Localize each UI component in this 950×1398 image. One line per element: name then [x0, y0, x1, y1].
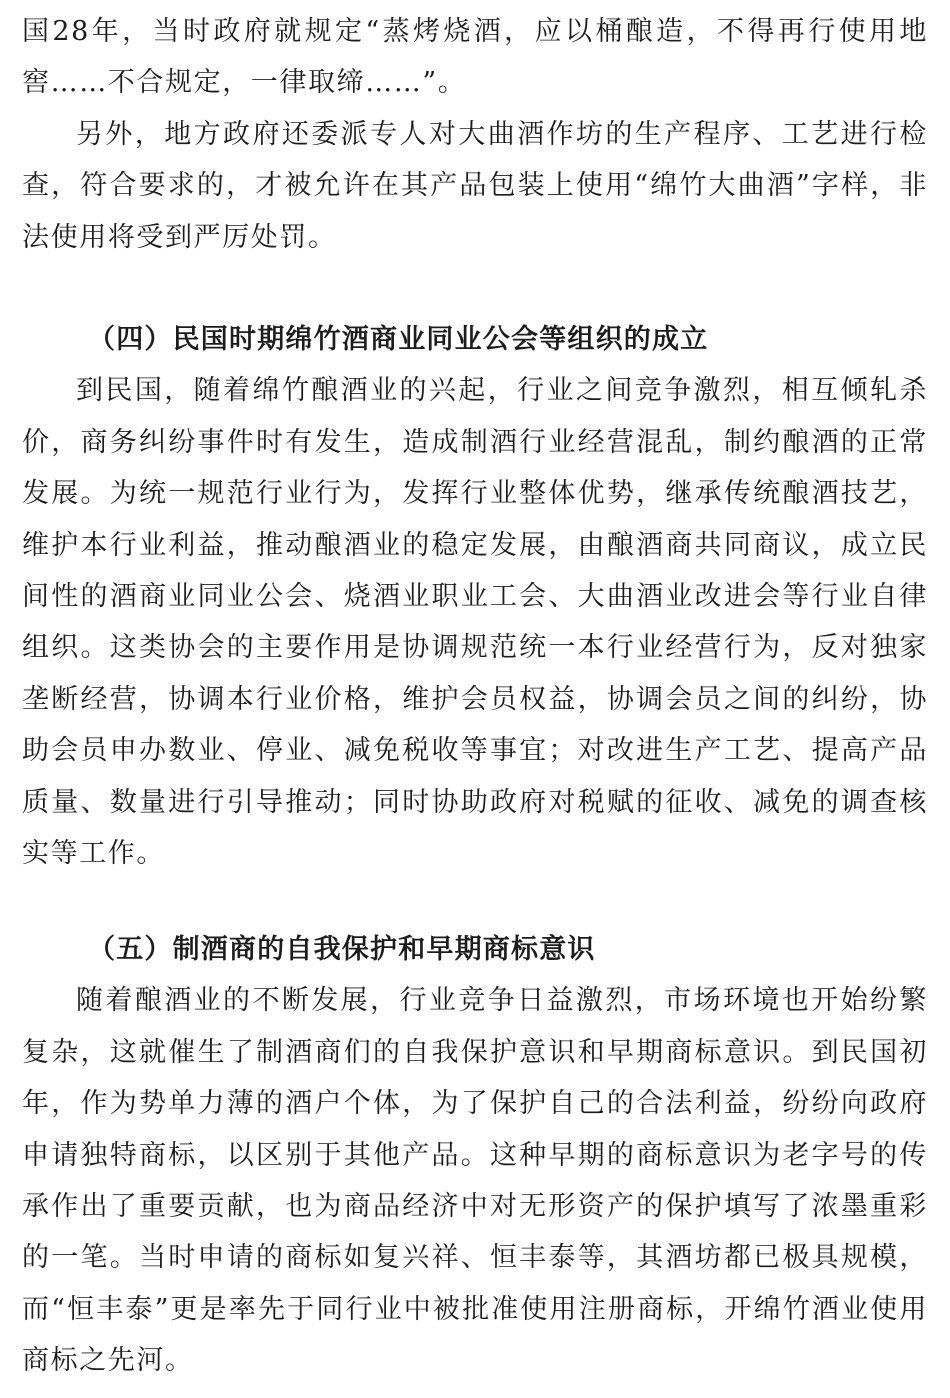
- section-four-paragraph: 到民国，随着绵竹酿酒业的兴起，行业之间竞争激烈，相互倾轧杀价，商务纠纷事件时有发生，造成制酒行业经营混乱，制约酿酒的正常发展。为统一规范行业行为，发挥行业整体优势，继承传统酿酒技艺，维护本行业利益，推动酿酒业的稳定发展，由酿酒商共同商议，成立民间性的酒商业同业公会、烧酒业职业工会、大曲酒业改进会等行业自律组织。这类协会的主要作用是协调规范统一本行业经营行为，反对独家垄断经营，协调本行业价格，维护会员权益，协调会员之间的纠纷，协助会员申办数业、停业、减免税收等事宜；对改进生产工艺、提高产品质量、数量进行引导推动；同时协助政府对税赋的征收、减免的调查核实等工作。: [22, 375, 928, 870]
- continuation-section: [22, 6, 928, 263]
- section-five-heading: （五）制酒商的自我保护和早期商标意识: [88, 934, 596, 965]
- continued-paragraph: 国28年，当时政府就规定“蒸烤烧酒，应以桶酿造，不得再行使用地窖……不合规定，一律取缔……”。: [22, 16, 928, 99]
- section-five: [22, 924, 928, 1387]
- section-four: [22, 314, 928, 879]
- section-five-paragraph: 随着酿酒业的不断发展，行业竞争日益激烈，市场环境也开始纷繁复杂，这就催生了制酒商们的自我保护意识和早期商标意识。到民国初年，作为势单力薄的酒户个体，为了保护自己的合法利益，纷纷向政府申请独特商标，以区别于其他产品。这种早期的商标意识为老字号的传承作出了重要贡献，也为商品经济中对无形资产的保护填写了浓墨重彩的一笔。当时申请的商标如复兴祥、恒丰泰等，其酒坊都已极具规模，而“恒丰泰”更是率先于同行业中被批准使用注册商标，开绵竹酒业使用商标之先河。: [22, 985, 928, 1377]
- section-four-heading: （四）民国时期绵竹酒商业同业公会等组织的成立: [88, 324, 709, 355]
- paragraph-inspection: 另外，地方政府还委派专人对大曲酒作坊的生产程序、工艺进行检查，符合要求的，才被允许在其产品包装上使用“绵竹大曲酒”字样，非法使用将受到严厉处罚。: [22, 118, 928, 253]
